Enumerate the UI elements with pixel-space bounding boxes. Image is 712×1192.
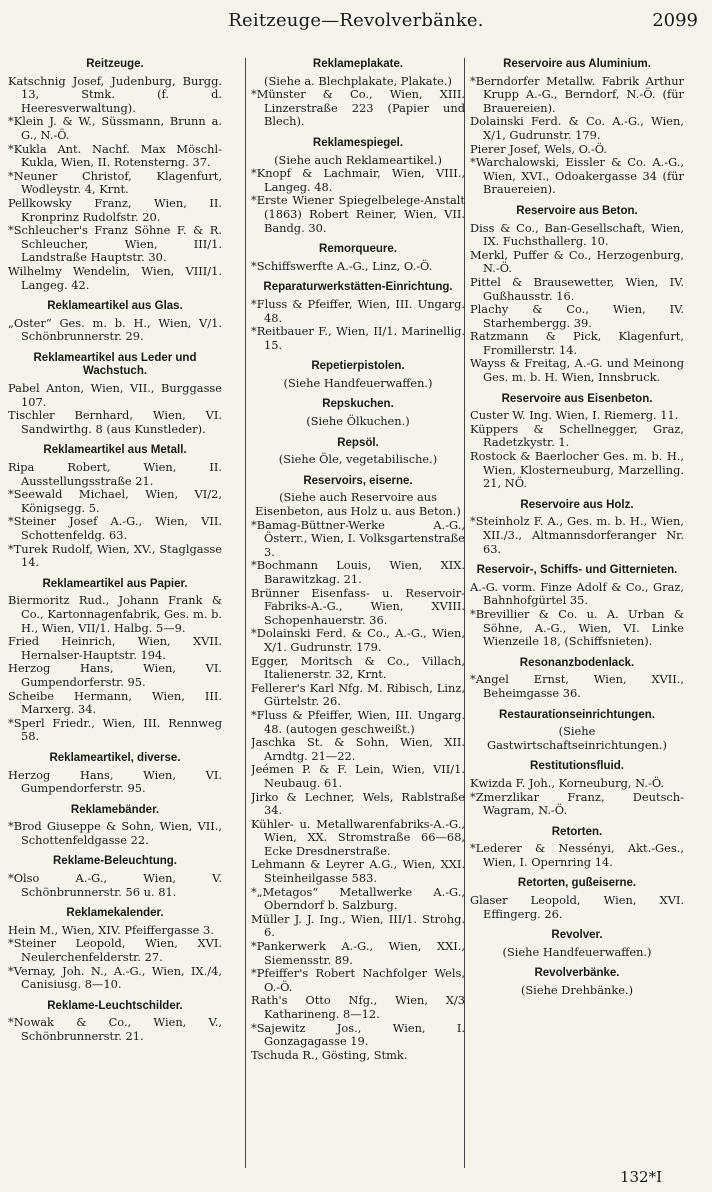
directory-entry: Herzog Hans, Wien, VI. Gumpendorferstr. 95. bbox=[8, 767, 222, 796]
signature-mark: 132*I bbox=[619, 1168, 662, 1186]
directory-entry: Jaschka St. & Sohn, Wien, XII. Arndtg. 21—22. bbox=[251, 735, 465, 763]
section-heading: Reservoir-, Schiffs- und Gitternieten. bbox=[476, 564, 678, 577]
directory-entry: *Fluss & Pfeiffer, Wien, III. Ungarg. 48. (autogen geschweißt.) bbox=[251, 707, 465, 736]
cross-reference-note: (Siehe Ölkuchen.) bbox=[306, 414, 410, 429]
column-divider bbox=[245, 58, 246, 1168]
directory-entry: *Reitbauer F., Wien, II/1. Marinellig. 15. bbox=[251, 324, 465, 352]
directory-entry: Custer W. Ing. Wien, I. Riemerg. 11. bbox=[470, 408, 679, 423]
directory-entry: Wilhelmy Wendelin, Wien, VIII/1. Langeg. 42. bbox=[8, 263, 222, 292]
directory-entry: *Angel Ernst, Wien, XVII., Beheimgasse 36. bbox=[470, 672, 684, 700]
directory-entry: Ratzmann & Pick, Klagenfurt, Fromillerstr. 14. bbox=[470, 329, 684, 357]
section-heading: Reservoire aus Holz. bbox=[520, 498, 634, 511]
section-heading: Restaurationseinrichtungen. bbox=[499, 708, 655, 721]
directory-entry: *Lederer & Nessényi, Akt.-Ges., Wien, I. Opernring 14. bbox=[470, 841, 684, 869]
directory-entry: Herzog Hans, Wien, VI. Gumpendorferstr. 95. bbox=[8, 661, 222, 689]
section-heading: Reklameartikel, diverse. bbox=[49, 751, 181, 764]
directory-entry: *Klein J. & W., Süssmann, Brunn a. G., N.-Ö. bbox=[8, 114, 222, 142]
directory-section bbox=[470, 826, 684, 870]
section-heading: Reservoire aus Eisenbeton. bbox=[501, 392, 653, 405]
directory-entry: *Pfeiffer's Robert Nachfolger Wels, O.-Ö. bbox=[251, 966, 465, 994]
directory-entry: *Berndorfer Metallw. Fabrik Arthur Krupp A.-G., Berndorf, N.-Ö. (für Brauereien). bbox=[470, 73, 684, 115]
directory-entry: *Steiner Josef A.-G., Wien, VII. Schottenfeldg. 63. bbox=[8, 514, 222, 542]
directory-entry: *Brod Giuseppe & Sohn, Wien, VII., Schottenfeldgasse 22. bbox=[8, 819, 222, 847]
directory-entry: Tschuda R., Gösting, Stmk. bbox=[251, 1047, 408, 1062]
directory-entry: Ripa Robert, Wien, II. Ausstellungsstraße 21. bbox=[8, 460, 222, 488]
section-heading: Reklameartikel aus Leder und Wachstuch. bbox=[33, 351, 197, 378]
directory-entry: *Bochmann Louis, Wien, XIX. Barawitzkag. 21. bbox=[251, 558, 465, 586]
directory-entry: *Sperl Friedr., Wien, III. Rennweg 58. bbox=[8, 715, 222, 744]
section-heading: Repsöl. bbox=[337, 436, 379, 449]
section-heading: Retorten, gußeiserne. bbox=[517, 877, 637, 890]
section-heading: Reparaturwerkstätten-Einrichtung. bbox=[263, 281, 453, 294]
column-1 bbox=[8, 58, 222, 1168]
directory-section bbox=[8, 444, 222, 569]
directory-entry: Hein M., Wien, XIV. Pfeiffergasse 3. bbox=[8, 922, 214, 937]
directory-entry: *Neuner Christof, Klagenfurt, Wodleystr. 4, Krnt. bbox=[8, 168, 222, 197]
directory-section bbox=[8, 578, 222, 744]
directory-section bbox=[8, 352, 222, 437]
directory-section bbox=[470, 564, 684, 649]
directory-entry: *Fluss & Pfeiffer, Wien, III. Ungarg. 48. bbox=[251, 296, 465, 325]
cross-reference-note: (Siehe Drehbänke.) bbox=[520, 983, 634, 998]
section-heading: Reklameartikel aus Metall. bbox=[43, 444, 187, 457]
page-header bbox=[0, 6, 712, 36]
directory-section bbox=[470, 499, 684, 556]
directory-entry: *Seewald Michael, Wien, VI/2, Königsegg. 5. bbox=[8, 487, 222, 515]
directory-section bbox=[251, 475, 465, 1063]
directory-entry: Diss & Co., Ban-Gesellschaft, Wien, IX. Fuchsthallerg. 10. bbox=[470, 220, 684, 249]
section-heading: Repskuchen. bbox=[322, 398, 394, 411]
running-title: Reitzeuge—Revolverbänke. bbox=[228, 10, 484, 31]
directory-entry: Jirko & Lechner, Wels, Rablstraße 34. bbox=[251, 789, 465, 818]
directory-entry: Merkl, Puffer & Co., Herzogenburg, N.-Ö. bbox=[470, 247, 684, 276]
directory-entry: Müller J. J. Ing., Wien, III/1. Strohg. 6. bbox=[251, 911, 465, 940]
directory-entry: Pellkowsky Franz, Wien, II. Kronprinz Rudolfstr. 20. bbox=[8, 195, 222, 224]
section-heading: Reservoirs, eiserne. bbox=[303, 474, 413, 487]
directory-entry: *Vernay, Joh. N., A.-G., Wien, IX./4, Canisiusg. 8—10. bbox=[8, 963, 222, 992]
directory-section bbox=[8, 855, 222, 899]
directory-section bbox=[8, 907, 222, 992]
section-heading: Reklamekalender. bbox=[66, 907, 164, 920]
directory-entry: Dolainski Ferd. & Co. A.-G., Wien, X/1, Gudrunstr. 179. bbox=[470, 114, 684, 142]
directory-section bbox=[470, 967, 684, 997]
directory-section bbox=[8, 58, 222, 292]
directory-entry: *Zmerzlikar Franz, Deutsch-Wagram, N.-Ö. bbox=[470, 789, 684, 818]
directory-entry: *Turek Rudolf, Wien, XV., Staglgasse 14. bbox=[8, 541, 222, 570]
directory-entry: *Kukla Ant. Nachf. Max Möschl-Kukla, Wien, II. Rotensterng. 37. bbox=[8, 141, 222, 170]
directory-section bbox=[251, 137, 465, 235]
section-heading: Reitzeuge. bbox=[86, 58, 144, 70]
directory-entry: *Erste Wiener Spiegelbelege-Anstalt (1863) Robert Reiner, Wien, VII. Bandg. 30. bbox=[251, 193, 465, 235]
directory-entry: *Nowak & Co., Wien, V., Schönbrunnerstr. 21. bbox=[8, 1015, 222, 1043]
directory-section bbox=[470, 760, 684, 817]
directory-entry: *Steinholz F. A., Ges. m. b. H., Wien, XII./3., Altmannsdorferanger Nr. 63. bbox=[470, 514, 684, 556]
section-heading: Remorqueure. bbox=[319, 243, 397, 256]
directory-section bbox=[470, 877, 684, 921]
section-heading: Reservoire aus Beton. bbox=[516, 204, 638, 217]
directory-entry: Kühler- u. Metallwarenfabriks-A.-G., Wien, XX. Stromstraße 66—68, Ecke Dresdnerstraße. bbox=[251, 816, 465, 858]
directory-entry: *Bamag-Büttner-Werke A.-G., Österr., Wien, I. Volksgartenstraße 3. bbox=[251, 517, 465, 559]
directory-entry: Fellerer's Karl Nfg. M. Ribisch, Linz, Gürtelstr. 26. bbox=[251, 680, 465, 709]
directory-entry: *„Metagos“ Metallwerke A.-G., Oberndorf b. Salzburg. bbox=[251, 884, 465, 913]
section-heading: Reklame-Leuchtschilder. bbox=[47, 999, 183, 1012]
section-heading: Reklameartikel aus Glas. bbox=[47, 300, 183, 313]
directory-section bbox=[470, 393, 684, 491]
cross-reference-note: (Siehe auch Reklameartikel.) bbox=[274, 152, 442, 167]
section-heading: Reklamebänder. bbox=[70, 803, 160, 816]
directory-entry: *Brevillier & Co. u. A. Urban & Söhne, A.-G., Wien, VI. Linke Wienzeile 18, (Schiffsnieten). bbox=[470, 606, 684, 649]
section-heading: Reklame-Beleuchtung. bbox=[53, 855, 177, 868]
directory-entry: *Warchalowski, Eissler & Co. A.-G., Wien, XVI., Odoakergasse 34 (für Brauereien). bbox=[470, 155, 684, 197]
directory-section bbox=[251, 437, 465, 467]
section-heading: Revolver. bbox=[551, 929, 603, 942]
directory-entry: Jeémen P. & F. Lein, Wien, VII/1. Neubaug. 61. bbox=[251, 762, 465, 790]
directory-entry: *Schiffswerfte A.-G., Linz, O.-Ö. bbox=[251, 258, 433, 273]
directory-entry: „Oster“ Ges. m. b. H., Wien, V/1. Schönbrunnerstr. 29. bbox=[8, 315, 222, 344]
directory-entry: Scheibe Hermann, Wien, III. Marxerg. 34. bbox=[8, 688, 222, 717]
section-heading: Reklameplakate. bbox=[312, 58, 404, 70]
directory-section bbox=[251, 281, 465, 352]
directory-section bbox=[251, 243, 465, 273]
cross-reference-note: (Siehe auch Reservoire aus Eisenbeton, aus Holz u. aus Beton.) bbox=[255, 490, 461, 519]
directory-section bbox=[470, 657, 684, 701]
directory-entry: Brünner Eisenfass- u. Reservoir-Fabriks-A.-G., Wien, XVIII. Schopenhauerstr. 36. bbox=[251, 585, 465, 627]
directory-entry: *Dolainski Ferd. & Co., A.-G., Wien, X/1. Gudrunstr. 179. bbox=[251, 626, 465, 654]
directory-section bbox=[251, 398, 465, 428]
directory-entry: Wayss & Freitag, A.-G. und Meinong Ges. m. b. H. Wien, Innsbruck. bbox=[470, 356, 684, 385]
section-heading: Resonanzbodenlack. bbox=[519, 656, 635, 669]
directory-entry: Egger, Moritsch & Co., Villach, Italienerstr. 32, Krnt. bbox=[251, 653, 465, 682]
directory-entry: *Steiner Leopold, Wien, XVI. Neulerchenfelderstr. 27. bbox=[8, 936, 222, 965]
cross-reference-note: (Siehe a. Blechplakate, Plakate.) bbox=[264, 73, 452, 88]
directory-entry: Fried Heinrich, Wien, XVII. Hernalser-Hauptstr. 194. bbox=[8, 634, 222, 662]
section-heading: Restitutionsfluid. bbox=[530, 760, 624, 773]
directory-section bbox=[251, 360, 465, 390]
directory-section bbox=[251, 58, 465, 129]
directory-section bbox=[8, 752, 222, 796]
cross-reference-note: (Siehe Öle, vegetabilische.) bbox=[278, 452, 438, 467]
section-heading: Reklameartikel aus Papier. bbox=[42, 577, 188, 590]
directory-entry: Pierer Josef, Wels, O.-Ö. bbox=[470, 141, 608, 156]
directory-entry: Pabel Anton, Wien, VII., Burggasse 107. bbox=[8, 381, 222, 409]
directory-entry: Plachy & Co., Wien, IV. Starhembergg. 39. bbox=[470, 302, 684, 330]
cross-reference-note: (Siehe Handfeuerwaffen.) bbox=[502, 944, 652, 959]
directory-entry: Kwizda F. Joh., Korneuburg, N.-Ö. bbox=[470, 775, 665, 790]
directory-entry: Tischler Bernhard, Wien, VI. Sandwirthg. 8 (aus Kunstleder). bbox=[8, 408, 222, 436]
directory-entry: *Münster & Co., Wien, XIII. Linzerstraße 223 (Papier und Blech). bbox=[251, 87, 465, 129]
directory-entry: Pittel & Brausewetter, Wien, IV. Gußhausstr. 16. bbox=[470, 274, 684, 303]
section-heading: Revolverbänke. bbox=[534, 967, 620, 980]
directory-section bbox=[8, 804, 222, 848]
page-number: 2099 bbox=[652, 10, 698, 31]
column-3 bbox=[470, 58, 684, 1168]
directory-entry: *Knopf & Lachmair, Wien, VIII., Langeg. 48. bbox=[251, 166, 465, 194]
directory-entry: Küppers & Schellnegger, Graz, Radetzkystr. 1. bbox=[470, 421, 684, 450]
directory-entry: Rath's Otto Nfg., Wien, X/3 Katharineng. 8—12. bbox=[251, 993, 465, 1021]
directory-section bbox=[470, 929, 684, 959]
directory-entry: *Pankerwerk A.-G., Wien, XXI., Siemensstr. 89. bbox=[251, 939, 465, 967]
directory-section bbox=[470, 709, 684, 753]
section-heading: Reklamespiegel. bbox=[312, 136, 404, 149]
directory-entry: Glaser Leopold, Wien, XVI. Effingerg. 26. bbox=[470, 893, 684, 921]
section-heading: Reservoire aus Aluminium. bbox=[503, 58, 651, 70]
directory-entry: *Schleucher's Franz Söhne F. & R. Schleucher, Wien, III/1. Landstraße Hauptstr. 30. bbox=[8, 223, 222, 265]
directory-entry: Lehmann & Leyrer A.G., Wien, XXI. Steinheilgasse 583. bbox=[251, 857, 465, 886]
directory-section bbox=[8, 300, 222, 344]
directory-entry: Katschnig Josef, Judenburg, Burgg. 13, Stmk. (f. d. Heeresverwaltung). bbox=[8, 73, 222, 115]
directory-entry: *Sajewitz Jos., Wien, I. Gonzagagasse 19. bbox=[251, 1020, 465, 1049]
directory-entry: A.-G. vorm. Finze Adolf & Co., Graz, Bahnhofgürtel 35. bbox=[470, 579, 684, 608]
directory-section bbox=[8, 1000, 222, 1044]
cross-reference-note: (Siehe Gastwirtschaftseinrichtungen.) bbox=[487, 724, 667, 752]
cross-reference-note: (Siehe Handfeuerwaffen.) bbox=[283, 375, 433, 390]
section-heading: Retorten. bbox=[551, 825, 603, 838]
directory-entry: Rostock & Baerlocher Ges. m. b. H., Wien, Klosterneuburg, Marzelling. 21, NÖ. bbox=[470, 449, 684, 491]
directory-section bbox=[470, 205, 684, 385]
directory-entry: Biermoritz Rud., Johann Frank & Co., Kartonnagenfabrik, Ges. m. b. H., Wien, VII/1. Halbg. 5—9. bbox=[8, 593, 222, 635]
directory-section bbox=[470, 58, 684, 197]
directory-entry: *Olso A.-G., Wien, V. Schönbrunnerstr. 56 u. 81. bbox=[8, 871, 222, 899]
column-2 bbox=[251, 58, 465, 1168]
section-heading: Repetierpistolen. bbox=[311, 360, 405, 373]
